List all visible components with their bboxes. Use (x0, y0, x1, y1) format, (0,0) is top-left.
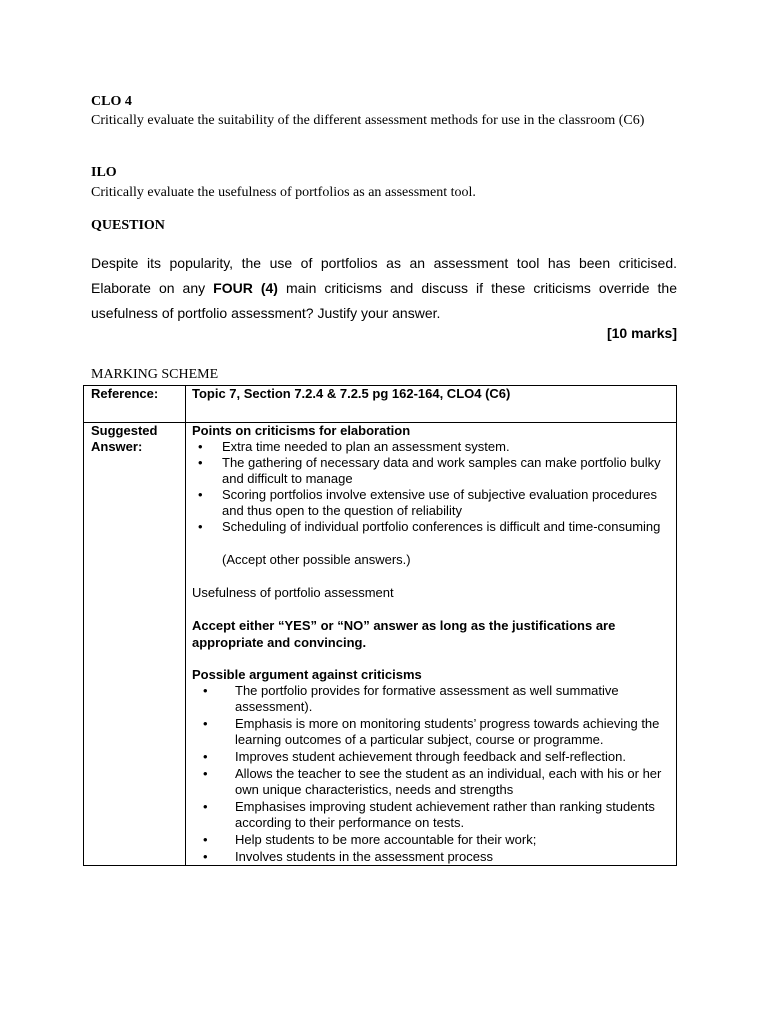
list-item-text: The gathering of necessary data and work samples can make portfolio bulky and difficult to manage (222, 455, 661, 486)
reference-label: Reference: (84, 386, 186, 423)
question-text-part1: Despite its popularity, the use of portfolios as an assessment tool has been criticised. Elaborate on any (91, 255, 677, 296)
suggested-answer-content (186, 423, 677, 866)
suggested-answer-label (84, 423, 186, 866)
list-item (192, 799, 676, 831)
list-item-text: Emphasises improving student achievement rather than ranking students according to their performance on tests. (235, 799, 655, 830)
clo-description: Critically evaluate the suitability of the different assessment methods for use in the classroom (C6) (91, 113, 645, 128)
bullet-dot-icon: • (203, 799, 208, 814)
list-item (192, 766, 676, 798)
list-item (192, 439, 676, 455)
list-item-text: Allows the teacher to see the student as an individual, each with his or her own unique characteristics, needs and strengths (235, 766, 662, 797)
list-item (192, 849, 676, 865)
question-text-part2: main criticisms and discuss if these criticisms override the usefulness of portfolio assessment? Justify your answer. (91, 280, 677, 321)
bullet-dot-icon: • (203, 849, 208, 864)
list-item-text: Emphasis is more on monitoring students’ progress towards achieving the learning outcomes of a particular subject, course or programme. (235, 716, 660, 747)
list-item (192, 716, 676, 748)
list-item-text: Help students to be more accountable for their work; (235, 832, 537, 847)
list-item-text: The portfolio provides for formative assessment as well summative assessment). (235, 683, 619, 714)
suggested-answer-row (84, 423, 677, 866)
bullet-dot-icon: • (198, 455, 203, 470)
arguments-heading: Possible argument against criticisms (192, 667, 422, 682)
list-item (192, 749, 676, 765)
question-text (91, 251, 677, 326)
list-item (192, 487, 676, 519)
bullet-dot-icon: • (203, 749, 208, 764)
list-item-text: Improves student achievement through feedback and self-reflection. (235, 749, 626, 764)
reference-row (84, 386, 677, 423)
bullet-dot-icon: • (203, 832, 208, 847)
list-item-text: Extra time needed to plan an assessment system. (222, 439, 510, 454)
ilo-heading: ILO (91, 165, 117, 180)
list-item-text: Scoring portfolios involve extensive use of subjective evaluation procedures and thus open to the question of reliability (222, 487, 658, 518)
question-heading: QUESTION (91, 218, 165, 233)
accept-either-note: Accept either “YES” or “NO” answer as long as the justifications are appropriate and convincing. (192, 618, 616, 650)
bullet-dot-icon: • (198, 487, 203, 502)
marking-scheme-heading: MARKING SCHEME (91, 367, 219, 382)
usefulness-heading: Usefulness of portfolio assessment (192, 585, 394, 600)
list-item (192, 683, 676, 715)
arguments-list (192, 683, 676, 865)
bullet-dot-icon: • (198, 519, 203, 534)
criticisms-heading: Points on criticisms for elaboration (192, 423, 411, 438)
bullet-dot-icon: • (198, 439, 203, 454)
ilo-description: Critically evaluate the usefulness of portfolios as an assessment tool. (91, 185, 476, 200)
list-item (192, 832, 676, 848)
reference-value: Topic 7, Section 7.2.4 & 7.2.5 pg 162-164, CLO4 (C6) (186, 386, 677, 423)
clo-heading: CLO 4 (91, 94, 132, 109)
bullet-dot-icon: • (203, 716, 208, 731)
marking-scheme-table (83, 385, 677, 866)
marks-label: [10 marks] (606, 325, 677, 341)
question-count-emphasis: FOUR (4) (213, 280, 278, 296)
bullet-dot-icon: • (203, 683, 208, 698)
criticisms-list (192, 439, 676, 535)
bullet-dot-icon: • (203, 766, 208, 781)
list-item-text: Scheduling of individual portfolio conferences is difficult and time-consuming (222, 519, 661, 534)
accept-other-note: (Accept other possible answers.) (222, 552, 411, 567)
list-item (192, 519, 676, 535)
list-item (192, 455, 676, 487)
list-item-text: Involves students in the assessment process (235, 849, 493, 864)
suggested-answer-label-text: Suggested Answer: (91, 423, 158, 454)
